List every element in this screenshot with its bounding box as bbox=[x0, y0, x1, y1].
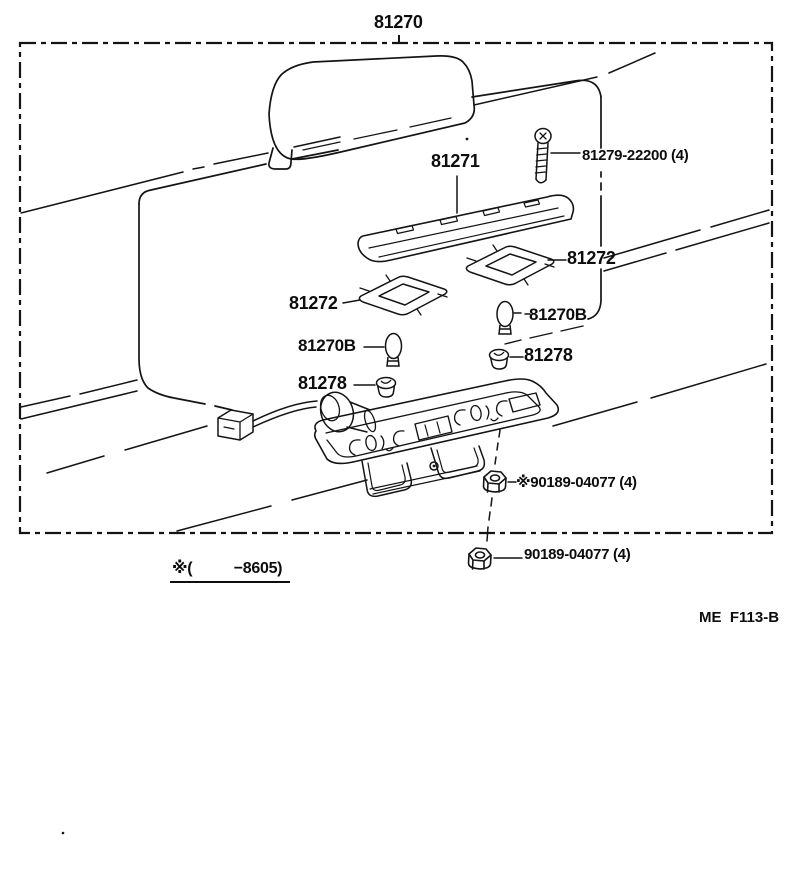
lamp-housing bbox=[315, 379, 559, 463]
stay-brackets bbox=[362, 446, 484, 496]
nut-alignment-dashes bbox=[487, 430, 500, 541]
housing-window bbox=[415, 416, 452, 440]
socket-cover-right bbox=[466, 245, 554, 285]
part-label-90189-inner: ※90189-04077 (4) bbox=[516, 474, 637, 491]
diagram-frame bbox=[20, 35, 772, 533]
alignment-dash-line bbox=[505, 326, 583, 344]
part-label-81272-lh: 81272 bbox=[289, 293, 338, 313]
body-crease-lines bbox=[21, 53, 769, 531]
part-label-81272-rh: 81272 bbox=[567, 248, 616, 268]
socket-cover-left bbox=[359, 275, 447, 315]
mounting-nut-outer bbox=[469, 548, 492, 569]
wire-harness bbox=[218, 388, 378, 440]
part-label-81278-lh: 81278 bbox=[298, 373, 347, 393]
lens-81271 bbox=[358, 195, 573, 261]
connector-icon bbox=[218, 410, 253, 440]
leader-81272-lh bbox=[343, 300, 360, 303]
production-date-note: ※( −8605) bbox=[170, 561, 290, 583]
grommet-right bbox=[490, 350, 509, 370]
part-label-81278-rh: 81278 bbox=[524, 345, 573, 365]
print-artifact-dot bbox=[62, 832, 65, 835]
leader-81270b-rh bbox=[514, 313, 530, 314]
part-label-81279: 81279-22200 (4) bbox=[582, 147, 689, 164]
mounting-nut-inner bbox=[484, 471, 507, 492]
part-label-81270b-lh: 81270B bbox=[298, 336, 356, 355]
part-label-81271: 81271 bbox=[431, 151, 480, 171]
bulb-right bbox=[497, 302, 513, 335]
part-label-81270b-rh: 81270B bbox=[529, 305, 587, 324]
screw-icon bbox=[535, 129, 551, 183]
figure-code: ME F113-B bbox=[699, 609, 780, 626]
grommet-left bbox=[377, 378, 396, 398]
assembly-part-number: 81270 bbox=[374, 12, 423, 32]
part-label-90189-outer: 90189-04077 (4) bbox=[524, 546, 631, 563]
bulb-left bbox=[386, 334, 402, 367]
